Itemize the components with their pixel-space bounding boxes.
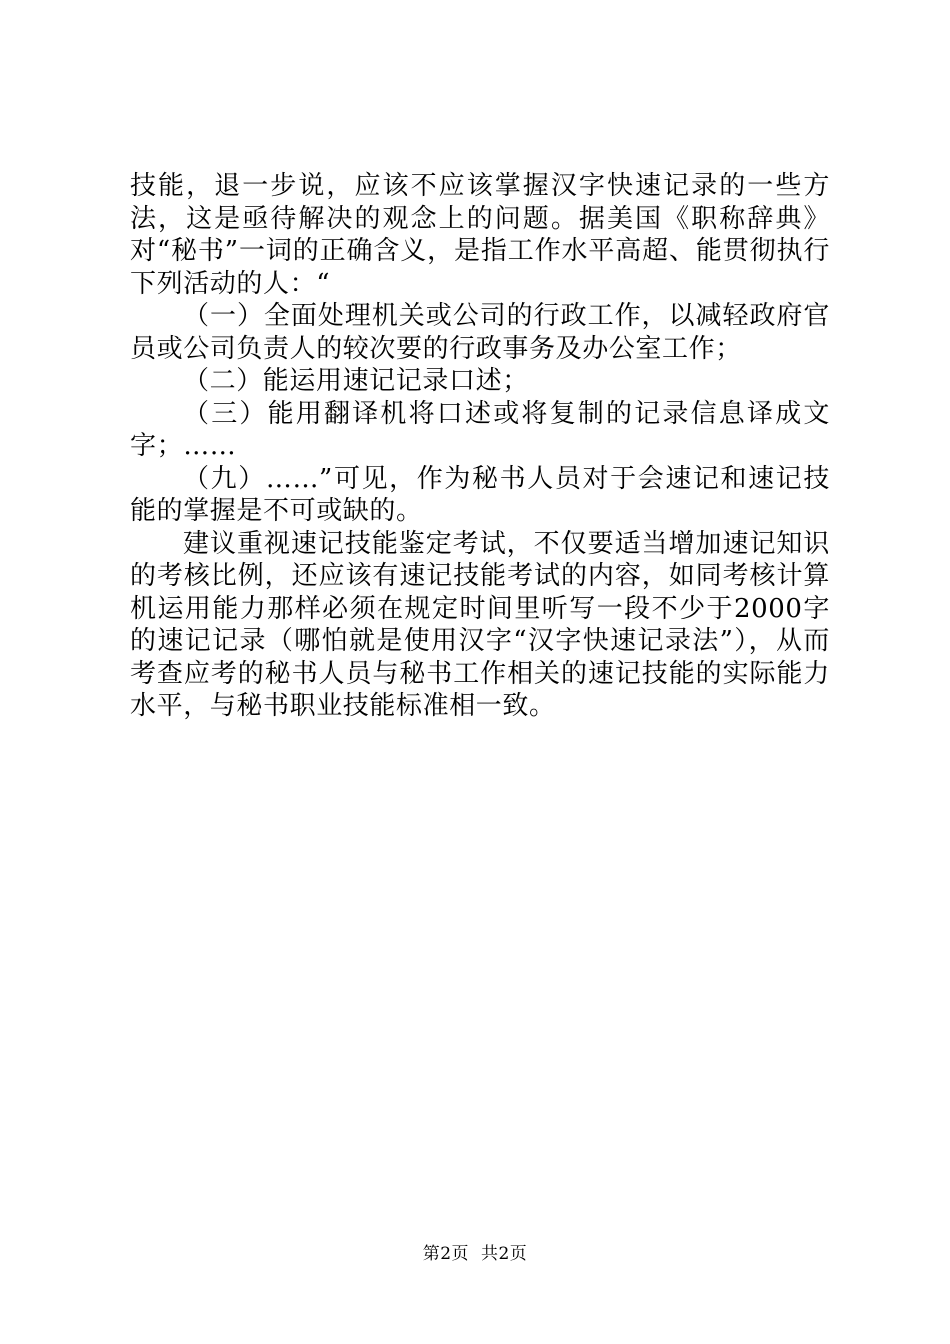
- page-number: 第2页: [422, 1244, 470, 1264]
- paragraph-item-3: （三）能用翻译机将口述或将复制的记录信息译成文字；……: [130, 398, 830, 461]
- document-body: [130, 170, 830, 723]
- paragraph-suggestion: 建议重视速记技能鉴定考试，不仅要适当增加速记知识的考核比例，还应该有速记技能考试的内容，如同考核计算机运用能力那样必须在规定时间里听写一段不少于2000字的速记记录（哪怕就是使用汉字“汉字快速记录法”），从而考查应考的秘书人员与秘书工作相关的速记技能的实际能力水平，与秘书职业技能标准相一致。: [130, 528, 830, 721]
- paragraph-item-2: （二）能运用速记记录口述；: [183, 366, 529, 396]
- paragraph-item-1: （一）全面处理机关或公司的行政工作，以减轻政府官员或公司负责人的较次要的行政事务及办公室工作；: [130, 301, 830, 364]
- page-footer: [0, 1244, 950, 1264]
- page-total: 共2页: [480, 1244, 528, 1264]
- paragraph-item-9: （九）……”可见，作为秘书人员对于会速记和速记技能的掌握是不可或缺的。: [130, 463, 830, 526]
- paragraph-intro: 技能，退一步说，应该不应该掌握汉字快速记录的一些方法，这是亟待解决的观念上的问题。据美国《职称辞典》对“秘书”一词的正确含义，是指工作水平高超、能贯彻执行下列活动的人：“: [130, 171, 830, 299]
